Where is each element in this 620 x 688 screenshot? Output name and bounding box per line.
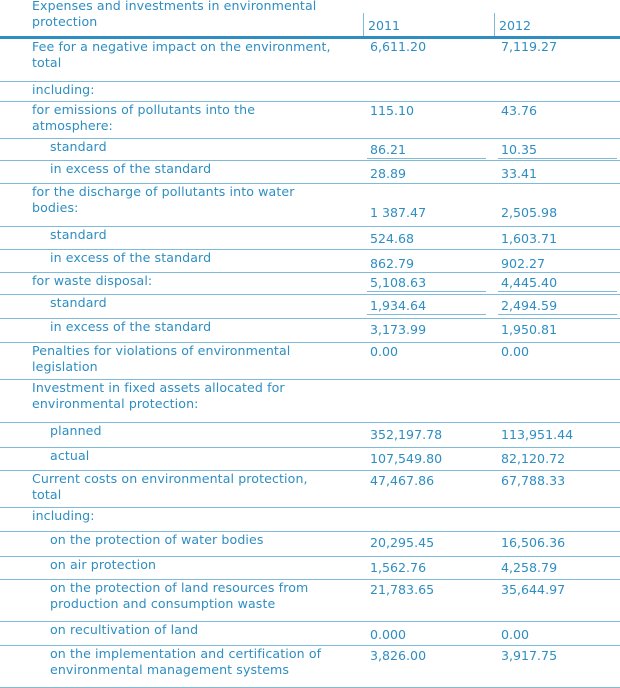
value-2011: 107,549.80 bbox=[370, 451, 443, 466]
table-row bbox=[0, 580, 620, 622]
row-label: including: bbox=[32, 82, 95, 97]
table-row bbox=[0, 622, 620, 646]
value-2011: 862.79 bbox=[370, 256, 415, 271]
table-row bbox=[0, 471, 620, 508]
row-label: in excess of the standard bbox=[50, 250, 212, 265]
value-2012: 3,917.75 bbox=[501, 648, 558, 663]
value-2012: 82,120.72 bbox=[501, 451, 566, 466]
table-body bbox=[0, 39, 620, 688]
table-row bbox=[0, 273, 620, 295]
row-label: on the implementation and certification of environmental management systems bbox=[50, 646, 322, 677]
row-label: on the protection of water bodies bbox=[50, 532, 264, 547]
value-2012: 2,494.59 bbox=[498, 298, 617, 315]
table-row bbox=[0, 319, 620, 343]
row-label: in excess of the standard bbox=[50, 319, 212, 334]
row-label: Investment in fixed assets allocated for environmental protection: bbox=[32, 380, 285, 411]
table-row bbox=[0, 557, 620, 580]
table-title: Expenses and investments in environmental protection bbox=[32, 0, 317, 29]
value-2012: 43.76 bbox=[501, 103, 538, 118]
value-2011: 86.21 bbox=[367, 142, 486, 159]
row-label: standard bbox=[50, 139, 107, 154]
value-2012: 0.00 bbox=[501, 344, 530, 359]
value-2011: 20,295.45 bbox=[370, 535, 435, 550]
value-2011: 1 387.47 bbox=[370, 205, 427, 220]
value-2012: 113,951.44 bbox=[501, 427, 574, 442]
table-row bbox=[0, 139, 620, 161]
table-row bbox=[0, 39, 620, 82]
value-2011: 3,173.99 bbox=[370, 322, 427, 337]
table-row bbox=[0, 646, 620, 688]
row-label: on recultivation of land bbox=[50, 622, 199, 637]
column-header-2011: 2011 bbox=[363, 13, 495, 36]
table-row bbox=[0, 184, 620, 227]
row-label: for waste disposal: bbox=[32, 273, 153, 288]
row-label: including: bbox=[32, 508, 95, 523]
row-label: Penalties for violations of environmental legislation bbox=[32, 343, 291, 374]
value-2012: 16,506.36 bbox=[501, 535, 566, 550]
value-2011: 5,108.63 bbox=[367, 275, 486, 292]
row-label: standard bbox=[50, 295, 107, 310]
value-2011: 6,611.20 bbox=[370, 39, 427, 54]
value-2011: 0.00 bbox=[370, 344, 399, 359]
value-2011: 3,826.00 bbox=[370, 648, 427, 663]
table-row bbox=[0, 423, 620, 448]
row-label: planned bbox=[50, 423, 102, 438]
table-row bbox=[0, 161, 620, 184]
value-2011: 524.68 bbox=[370, 231, 415, 246]
value-2012: 35,644.97 bbox=[501, 582, 566, 597]
value-2012: 4,258.79 bbox=[501, 560, 558, 575]
value-2011: 1,934.64 bbox=[367, 298, 486, 315]
table-row bbox=[0, 102, 620, 139]
table-row bbox=[0, 532, 620, 557]
row-label: for the discharge of pollutants into water bodies: bbox=[32, 184, 295, 215]
value-2012: 2,505.98 bbox=[501, 205, 558, 220]
row-label: on the protection of land resources from production and consumption waste bbox=[50, 580, 309, 611]
table-row bbox=[0, 82, 620, 102]
value-2012: 33.41 bbox=[501, 166, 538, 181]
value-2011: 47,467.86 bbox=[370, 473, 435, 488]
value-2011: 1,562.76 bbox=[370, 560, 427, 575]
table-header bbox=[0, 0, 620, 39]
value-2012: 4,445.40 bbox=[498, 275, 617, 292]
table-row bbox=[0, 343, 620, 380]
table-row bbox=[0, 295, 620, 319]
column-header-2012: 2012 bbox=[494, 13, 620, 36]
value-2012: 7,119.27 bbox=[501, 39, 558, 54]
value-2011: 21,783.65 bbox=[370, 582, 435, 597]
value-2011: 0.000 bbox=[370, 627, 407, 642]
value-2012: 67,788.33 bbox=[501, 473, 566, 488]
value-2011: 352,197.78 bbox=[370, 427, 443, 442]
row-label: in excess of the standard bbox=[50, 161, 212, 176]
value-2012: 1,603.71 bbox=[501, 231, 558, 246]
table-row bbox=[0, 508, 620, 532]
row-label: on air protection bbox=[50, 557, 157, 572]
table-row bbox=[0, 448, 620, 471]
row-label: standard bbox=[50, 227, 107, 242]
table-row bbox=[0, 250, 620, 273]
table-row bbox=[0, 380, 620, 423]
row-label: Current costs on environmental protection, total bbox=[32, 471, 308, 502]
value-2012: 10.35 bbox=[498, 142, 617, 159]
value-2012: 0.00 bbox=[501, 627, 530, 642]
value-2011: 115.10 bbox=[370, 103, 415, 118]
table-row bbox=[0, 227, 620, 250]
value-2012: 1,950.81 bbox=[501, 322, 558, 337]
row-label: for emissions of pollutants into the atmosphere: bbox=[32, 102, 256, 133]
row-label: actual bbox=[50, 448, 90, 463]
value-2011: 28.89 bbox=[370, 166, 407, 181]
row-label: Fee for a negative impact on the environment, total bbox=[32, 39, 331, 70]
value-2012: 902.27 bbox=[501, 256, 546, 271]
